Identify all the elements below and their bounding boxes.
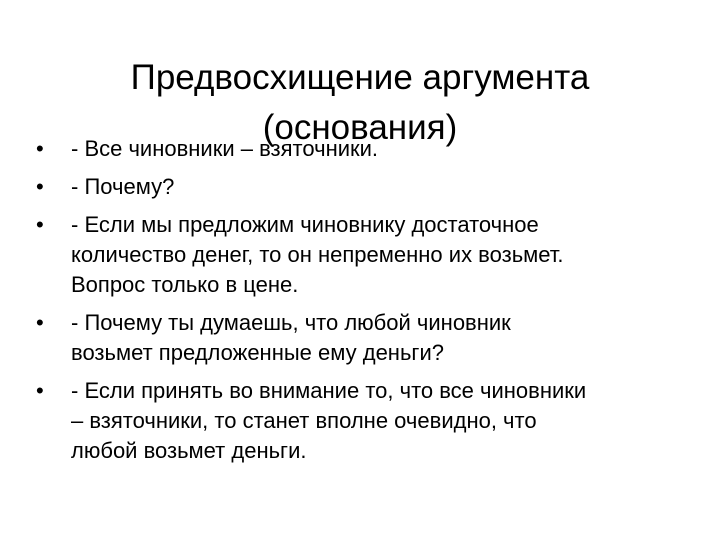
bullet-item-4 bbox=[36, 308, 686, 368]
slide-title-line-1: Предвосхищение аргумента bbox=[130, 58, 590, 98]
bullet-list bbox=[36, 134, 686, 474]
bullet-icon: • bbox=[36, 212, 44, 237]
bullet-text-line: количество денег, то он непременно их возьмет. bbox=[71, 242, 564, 267]
bullet-icon: • bbox=[36, 136, 44, 161]
bullet-icon: • bbox=[36, 174, 44, 199]
bullet-icon: • bbox=[36, 378, 44, 403]
bullet-item-2 bbox=[36, 172, 686, 202]
bullet-text-line: возьмет предложенные ему деньги? bbox=[71, 340, 444, 365]
bullet-text-line: любой возьмет деньги. bbox=[71, 438, 307, 463]
bullet-text-line: Вопрос только в цене. bbox=[71, 272, 299, 297]
bullet-icon: • bbox=[36, 310, 44, 335]
bullet-item-3 bbox=[36, 210, 686, 300]
bullet-text-line: - Если мы предложим чиновнику достаточное bbox=[71, 212, 539, 237]
slide-title-line-2: (основания) bbox=[262, 108, 458, 148]
bullet-text-line: – взяточники, то станет вполне очевидно, что bbox=[71, 408, 537, 433]
bullet-text-line: - Почему ты думаешь, что любой чиновник bbox=[71, 310, 511, 335]
bullet-item-5 bbox=[36, 376, 686, 466]
bullet-text-line: - Почему? bbox=[71, 174, 175, 199]
bullet-text-line: - Все чиновники – взяточники. bbox=[71, 136, 379, 161]
bullet-text-line: - Если принять во внимание то, что все чиновники bbox=[71, 378, 587, 403]
bullet-item-1 bbox=[36, 134, 686, 164]
